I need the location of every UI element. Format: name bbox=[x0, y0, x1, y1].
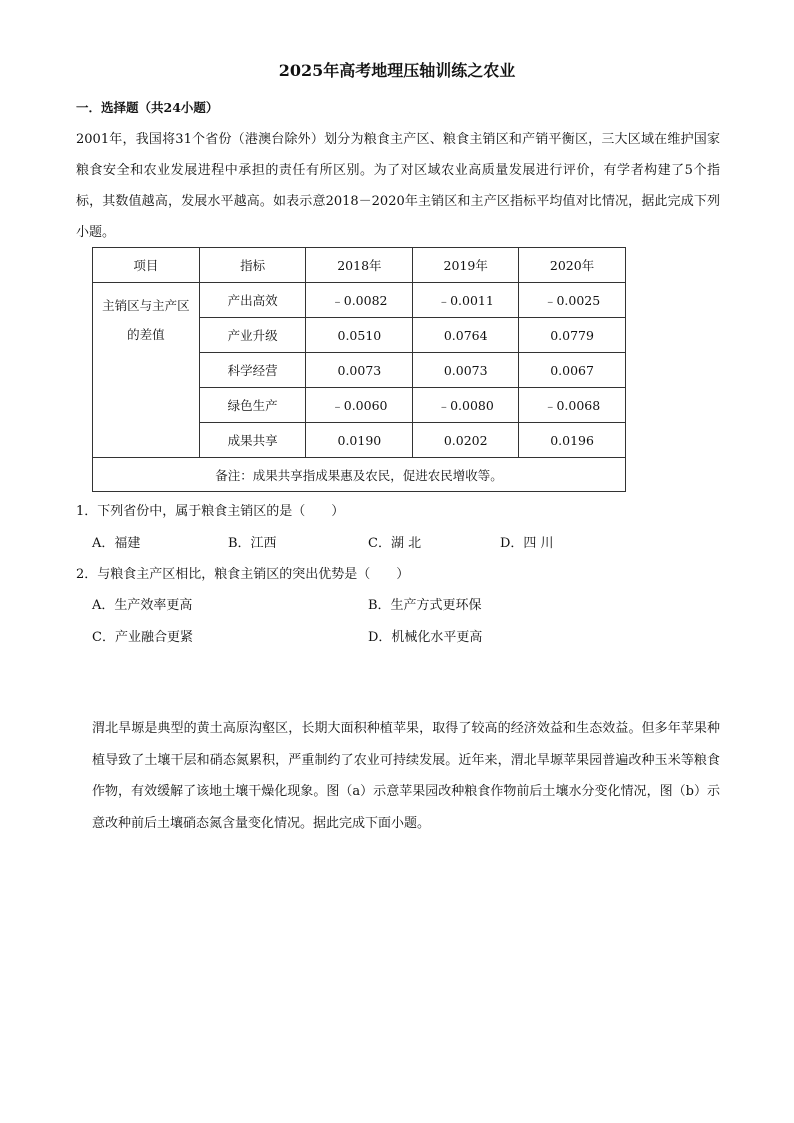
table-header-cell: 指标 bbox=[199, 248, 306, 283]
question-2-option-d[interactable]: D．机械化水平更高 bbox=[368, 630, 483, 645]
table-cell: ﹣0.0082 bbox=[306, 283, 413, 318]
table-cell: 绿色生产 bbox=[199, 388, 306, 423]
table-cell: 0.0779 bbox=[519, 318, 626, 353]
group-label-line1: 主销区与主产区 bbox=[102, 298, 190, 313]
table-header-cell: 项目 bbox=[93, 248, 200, 283]
table-cell: 产出高效 bbox=[199, 283, 306, 318]
table-header-cell: 2020年 bbox=[519, 248, 626, 283]
group-label-line2: 的差值 bbox=[127, 327, 165, 342]
table-cell: ﹣0.0060 bbox=[306, 388, 413, 423]
question-2-option-a[interactable]: A．生产效率更高 bbox=[92, 598, 193, 613]
question-1-option-d[interactable]: D．四 川 bbox=[500, 536, 554, 551]
table-cell: ﹣0.0025 bbox=[519, 283, 626, 318]
document-title: 2025年高考地理压轴训练之农业 bbox=[278, 61, 516, 80]
table-header-cell: 2019年 bbox=[413, 248, 519, 283]
table-note: 备注：成果共享指成果惠及农民，促进农民增收等。 bbox=[93, 458, 626, 492]
table-cell: ﹣0.0080 bbox=[413, 388, 519, 423]
table-cell: 0.0073 bbox=[306, 353, 413, 388]
table-cell: ﹣0.0011 bbox=[413, 283, 519, 318]
group-label-cell bbox=[93, 283, 200, 458]
intro-paragraph bbox=[76, 124, 720, 248]
table-cell: 科学经营 bbox=[199, 353, 306, 388]
table-row bbox=[93, 283, 626, 318]
question-2-stem: 2．与粮食主产区相比，粮食主销区的突出优势是（ ） bbox=[76, 567, 410, 582]
table-cell: 0.0190 bbox=[306, 423, 413, 458]
table-header-cell: 2018年 bbox=[306, 248, 413, 283]
table-cell: 0.0510 bbox=[306, 318, 413, 353]
question-2-option-c[interactable]: C．产业融合更紧 bbox=[92, 630, 193, 645]
question-1-option-c[interactable]: C．湖 北 bbox=[368, 536, 422, 551]
table-cell: 0.0202 bbox=[413, 423, 519, 458]
table-cell: 产业升级 bbox=[199, 318, 306, 353]
question-2-option-b[interactable]: B．生产方式更环保 bbox=[368, 598, 482, 613]
table-cell: 成果共享 bbox=[199, 423, 306, 458]
section-heading: 一．选择题（共24小题） bbox=[76, 100, 219, 115]
data-table bbox=[92, 247, 626, 492]
question-1-option-a[interactable]: A．福建 bbox=[92, 536, 141, 551]
intro-text: 2001年，我国将31个省份（港澳台除外）划分为粮食主产区、粮食主销区和产销平衡区，三大区域在维护国家粮食安全和农业发展进程中承担的责任有所区别。为了对区域农业高质量发展进行评价，有学者构建了5个指标，其数值越高，发展水平越高。如表示意2018－2020年主销区和主产区指标平均值对比情况，据此完成下列小题。 bbox=[76, 132, 720, 240]
second-intro-text: 渭北旱塬是典型的黄土高原沟壑区，长期大面积种植苹果，取得了较高的经济效益和生态效益。但多年苹果种植导致了土壤干层和硝态氮累积，严重制约了农业可持续发展。近年来，渭北旱塬苹果园普遍改种玉米等粮食作物，有效缓解了该地土壤干燥化现象。图（a）示意苹果园改种粮食作物前后土壤水分变化情况，图（b）示意改种前后土壤硝态氮含量变化情况。据此完成下面小题。 bbox=[92, 721, 720, 831]
table-note-row bbox=[93, 458, 626, 492]
table-cell: ﹣0.0068 bbox=[519, 388, 626, 423]
table-cell: 0.0764 bbox=[413, 318, 519, 353]
second-intro-paragraph bbox=[92, 713, 720, 839]
table-cell: 0.0067 bbox=[519, 353, 626, 388]
table-header-row bbox=[93, 248, 626, 283]
question-1-option-b[interactable]: B．江西 bbox=[228, 536, 277, 551]
table-cell: 0.0196 bbox=[519, 423, 626, 458]
question-1-stem: 1．下列省份中，属于粮食主销区的是（ ） bbox=[76, 504, 345, 519]
table-cell: 0.0073 bbox=[413, 353, 519, 388]
